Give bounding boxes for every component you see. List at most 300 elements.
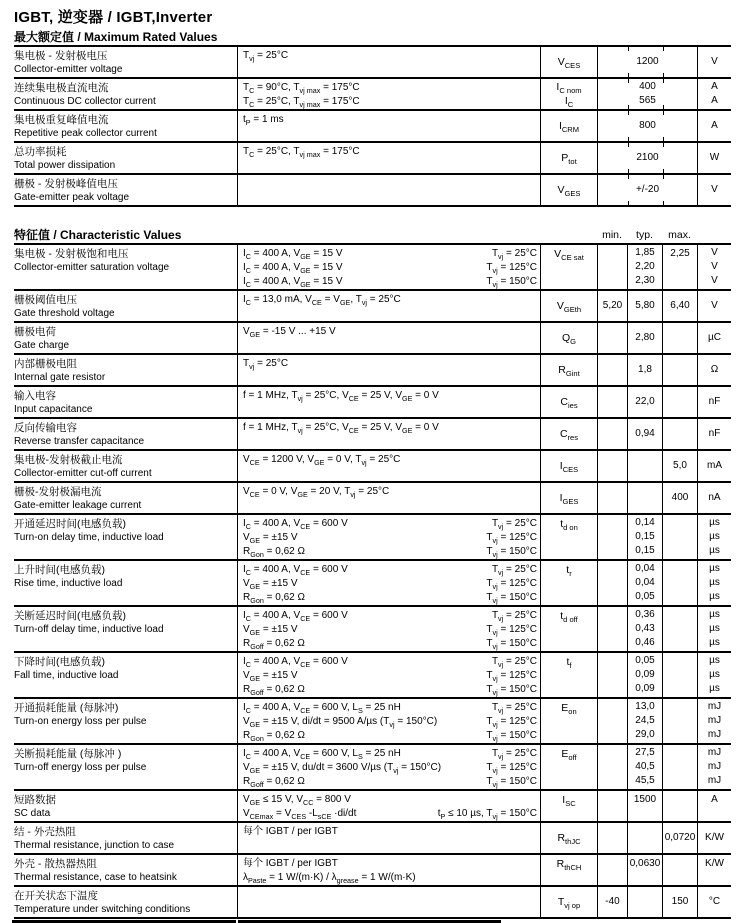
condition-line xyxy=(243,747,537,761)
cell-value xyxy=(597,47,697,77)
column-tick xyxy=(663,111,664,115)
condition-line xyxy=(243,701,537,715)
cell-min xyxy=(597,291,627,321)
cell-max xyxy=(662,823,697,853)
value-line: 2100 xyxy=(636,152,659,163)
cell-symbol xyxy=(540,699,597,743)
condition-text: $I_C = 400$ A, $V_{CE} = 600$ V, $L_S = 25$ nH xyxy=(243,748,401,761)
cell-max xyxy=(662,323,697,353)
condition-text: $I_C = 400$ A, $V_{GE} = 15$ V xyxy=(243,248,343,261)
table-row xyxy=(14,355,731,387)
condition-text: $I_C = 13,0$ mA, $V_{CE} = V_{GE}$, $T_{vj} = 25^\circ C$ xyxy=(243,294,401,307)
cell-parameter-name xyxy=(14,245,237,289)
cell-unit xyxy=(697,79,731,109)
column-tick xyxy=(628,201,629,205)
table-row xyxy=(14,561,731,607)
cell-value xyxy=(597,79,697,109)
parameter-name-zh: 短路数据 xyxy=(14,794,56,806)
cell-unit xyxy=(697,111,731,141)
value-line: µs xyxy=(709,669,720,680)
parameter-name-zh: 总功率损耗 xyxy=(14,146,67,158)
table-row xyxy=(14,419,731,451)
value-line: µs xyxy=(709,683,720,694)
condition-temperature: $T_{vj} = 150^\circ C$ xyxy=(486,638,537,651)
condition-text: f = 1 MHz, $T_{vj} = 25^\circ C$, $V_{CE} = 25$ V, $V_{GE} = 0$ V xyxy=(243,390,439,403)
condition-line xyxy=(243,421,537,435)
value-line: $t_{d on}$ xyxy=(560,518,578,533)
value-line: 2,30 xyxy=(635,275,655,286)
value-line: mJ xyxy=(707,775,722,786)
parameter-name-en: Collector-emitter cut-off current xyxy=(14,468,152,479)
parameter-name-en: Turn-on energy loss per pulse xyxy=(14,716,147,727)
value-line: K/W xyxy=(705,858,724,869)
parameter-name-zh: 栅极 - 发射极峰值电压 xyxy=(14,178,118,190)
parameter-name-en: SC data xyxy=(14,808,51,819)
cell-typ xyxy=(627,483,662,513)
cell-symbol xyxy=(540,451,597,481)
table-row xyxy=(14,855,731,887)
cell-min xyxy=(597,355,627,385)
value-line: 0,09 xyxy=(635,683,655,694)
value-line: 5,0 xyxy=(673,460,687,471)
cell-unit xyxy=(697,855,731,885)
cell-max xyxy=(662,855,697,885)
condition-text: $\lambda_{Paste} = 1$ $W/(m\cdot K) / \lambda_{grease} = 1$ W/(m·K) xyxy=(243,872,416,885)
value-line: 0,05 xyxy=(635,591,655,602)
value-line: µs xyxy=(709,531,720,542)
condition-text: $R_{Goff} = 0,62$ Ω xyxy=(243,638,305,651)
cell-conditions xyxy=(237,143,540,173)
table-row xyxy=(14,699,731,745)
condition-temperature: $T_{vj} = 25^\circ C$ xyxy=(491,564,537,577)
parameter-name-zh: 关断延迟时间(电感负载) xyxy=(14,610,126,622)
table-row xyxy=(14,323,731,355)
condition-text: $T_{vj} = 25^\circ C$ xyxy=(243,50,289,63)
cell-min xyxy=(597,323,627,353)
table-row xyxy=(14,291,731,323)
parameter-name-en: Repetitive peak collector current xyxy=(14,128,157,139)
condition-temperature: $T_{vj} = 125^\circ C$ xyxy=(486,670,537,683)
condition-text: $I_C = 400$ A, $V_{CE} = 600$ V, $L_S = 25$ nH xyxy=(243,702,401,715)
cell-conditions xyxy=(237,823,540,853)
condition-text: $t_P = 1$ ms xyxy=(243,114,284,127)
value-line: $I_{GES}$ xyxy=(559,492,579,507)
cell-min xyxy=(597,387,627,417)
cell-symbol xyxy=(540,111,597,141)
value-line: 27,5 xyxy=(635,747,655,758)
condition-line xyxy=(243,389,537,403)
condition-text: $I_C = 400$ A, $V_{CE} = 600$ V xyxy=(243,518,348,531)
parameter-name-zh: 集电极 - 发射极饱和电压 xyxy=(14,248,129,260)
value-line: µs xyxy=(709,517,720,528)
cell-unit xyxy=(697,561,731,605)
column-tick xyxy=(663,105,664,109)
condition-temperature: $T_{vj} = 125^\circ C$ xyxy=(486,762,537,775)
cell-conditions xyxy=(237,175,540,205)
cell-unit xyxy=(697,387,731,417)
condition-line xyxy=(243,683,537,697)
table-row xyxy=(14,887,731,919)
condition-temperature: $T_{vj} = 25^\circ C$ xyxy=(491,518,537,531)
column-tick xyxy=(628,137,629,141)
table-row xyxy=(14,791,731,823)
condition-line xyxy=(243,113,537,127)
cell-unit xyxy=(697,823,731,853)
condition-text: $T_C = 25^\circ C$, $T_{vj max} = 175^\circ C$ xyxy=(243,146,360,159)
value-line: 1500 xyxy=(633,794,657,805)
table-row xyxy=(14,47,731,79)
cell-conditions xyxy=(237,699,540,743)
value-line: $t_f$ xyxy=(566,656,572,671)
value-line: $E_{off}$ xyxy=(561,748,577,763)
cell-min xyxy=(597,699,627,743)
cell-conditions xyxy=(237,111,540,141)
cell-min xyxy=(597,607,627,651)
cell-symbol xyxy=(540,855,597,885)
value-line: 400 xyxy=(639,81,656,92)
cell-value xyxy=(597,143,697,173)
condition-text: $V_{GE} = \pm 15$ V, di/dt = 9500 A/µs $(T_{vj} = 150^\circ C)$ xyxy=(243,716,438,729)
condition-temperature: $t_P \le 10$ µs, $T_{vj} = 150^\circ C$ xyxy=(437,808,537,821)
max-rated-heading xyxy=(14,30,731,47)
condition-line xyxy=(243,655,537,669)
cell-unit xyxy=(697,699,731,743)
condition-line xyxy=(243,453,537,467)
condition-line xyxy=(243,577,537,591)
value-line: $I_{SC}$ xyxy=(562,794,576,809)
value-line: V xyxy=(711,56,718,67)
value-line: $I_{CES}$ xyxy=(559,460,579,475)
cell-parameter-name xyxy=(14,483,237,513)
value-line: mJ xyxy=(707,761,722,772)
cell-value xyxy=(597,175,697,205)
parameter-name-en: Fall time, inductive load xyxy=(14,670,119,681)
value-line: mJ xyxy=(707,715,722,726)
parameter-name-en: Reverse transfer capacitance xyxy=(14,436,145,447)
cell-conditions xyxy=(237,483,540,513)
value-line: µs xyxy=(709,623,720,634)
value-line: 0,46 xyxy=(635,637,655,648)
cell-parameter-name xyxy=(14,791,237,821)
cell-parameter-name xyxy=(14,47,237,77)
parameter-name-en: Collector-emitter saturation voltage xyxy=(14,262,170,273)
cell-conditions xyxy=(237,653,540,697)
value-line: nF xyxy=(708,428,721,439)
value-line: µs xyxy=(709,577,720,588)
parameter-name-zh: 外壳 - 散热器热阻 xyxy=(14,858,97,870)
value-line: µC xyxy=(708,332,721,343)
cell-symbol xyxy=(540,823,597,853)
cell-conditions xyxy=(237,515,540,559)
table-row xyxy=(14,607,731,653)
value-line: 13,0 xyxy=(635,701,655,712)
cell-max xyxy=(662,355,697,385)
cell-conditions xyxy=(237,855,540,885)
condition-temperature: $T_{vj} = 125^\circ C$ xyxy=(486,716,537,729)
cell-conditions xyxy=(237,387,540,417)
condition-line xyxy=(243,517,537,531)
section-gap xyxy=(14,207,731,228)
parameter-name-zh: 内部栅极电阻 xyxy=(14,358,77,370)
cell-parameter-name xyxy=(14,387,237,417)
value-line: 5,80 xyxy=(635,300,655,311)
condition-line xyxy=(243,807,537,821)
cell-parameter-name xyxy=(14,355,237,385)
column-tick xyxy=(663,79,664,83)
cell-typ xyxy=(627,451,662,481)
column-tick xyxy=(628,47,629,51)
cell-parameter-name xyxy=(14,607,237,651)
cell-typ xyxy=(627,561,662,605)
value-line: µs xyxy=(709,637,720,648)
parameter-name-en: Gate charge xyxy=(14,340,70,351)
parameter-name-zh: 连续集电极直流电流 xyxy=(14,82,109,94)
table-row xyxy=(14,245,731,291)
condition-text: $I_C = 400$ A, $V_{GE} = 15$ V xyxy=(243,276,343,289)
cell-unit xyxy=(697,291,731,321)
condition-temperature: $T_{vj} = 25^\circ C$ xyxy=(491,248,537,261)
condition-text: $I_C = 400$ A, $V_{CE} = 600$ V xyxy=(243,656,348,669)
condition-text: $V_{CE} = 0$ V, $V_{GE} = 20$ V, $T_{vj} = 25^\circ C$ xyxy=(243,486,390,499)
cell-unit xyxy=(697,887,731,917)
table-row xyxy=(14,483,731,515)
parameter-name-en: Thermal resistance, junction to case xyxy=(14,840,175,851)
cell-min xyxy=(597,515,627,559)
value-line: $I_C$ xyxy=(564,95,574,109)
value-line: A xyxy=(711,794,718,805)
value-line: µs xyxy=(709,655,720,666)
column-tick xyxy=(628,143,629,147)
column-tick xyxy=(628,73,629,77)
condition-line xyxy=(243,81,537,95)
condition-temperature: $T_{vj} = 125^\circ C$ xyxy=(486,532,537,545)
value-line: 2,20 xyxy=(635,261,655,272)
value-line: V xyxy=(711,261,718,272)
cell-min xyxy=(597,561,627,605)
condition-line xyxy=(243,247,537,261)
cell-max xyxy=(662,791,697,821)
condition-temperature: $T_{vj} = 125^\circ C$ xyxy=(486,624,537,637)
value-line: mJ xyxy=(707,729,722,740)
value-line: 150 xyxy=(671,896,689,907)
cell-min xyxy=(597,653,627,697)
table-row xyxy=(14,387,731,419)
condition-text: $V_{GE} = \pm 15$ V xyxy=(243,670,298,683)
col-label-typ: typ. xyxy=(636,229,653,241)
value-line: 0,43 xyxy=(635,623,655,634)
max-rated-table xyxy=(14,47,731,207)
condition-line xyxy=(243,145,537,159)
condition-line xyxy=(243,261,537,275)
cell-parameter-name xyxy=(14,887,237,917)
value-line: 0,15 xyxy=(635,531,655,542)
cell-parameter-name xyxy=(14,323,237,353)
cell-unit xyxy=(697,143,731,173)
cell-value xyxy=(597,111,697,141)
value-line: µs xyxy=(709,563,720,574)
condition-line xyxy=(243,275,537,289)
value-line: 1,8 xyxy=(638,364,652,375)
value-line: $V_{CE sat}$ xyxy=(554,248,584,263)
cell-conditions xyxy=(237,355,540,385)
cell-min xyxy=(597,887,627,917)
cell-min xyxy=(597,451,627,481)
value-line: $R_{Gint}$ xyxy=(558,364,580,379)
cell-typ xyxy=(627,515,662,559)
cell-parameter-name xyxy=(14,111,237,141)
condition-temperature: $T_{vj} = 25^\circ C$ xyxy=(491,610,537,623)
value-line: 0,36 xyxy=(635,609,655,620)
table-row xyxy=(14,175,731,207)
value-line: Ω xyxy=(710,364,719,375)
table-row xyxy=(14,823,731,855)
parameter-name-en: Total power dissipation xyxy=(14,160,116,171)
cell-conditions xyxy=(237,451,540,481)
condition-line xyxy=(243,49,537,63)
cell-conditions xyxy=(237,47,540,77)
column-tick xyxy=(663,47,664,51)
cell-max xyxy=(662,387,697,417)
cell-parameter-name xyxy=(14,561,237,605)
parameter-name-zh: 在开关状态下温度 xyxy=(14,890,98,902)
col-label-max: max. xyxy=(668,229,691,241)
condition-line xyxy=(243,761,537,775)
cell-max xyxy=(662,653,697,697)
cell-parameter-name xyxy=(14,143,237,173)
cell-conditions xyxy=(237,245,540,289)
condition-line xyxy=(243,793,537,807)
parameter-name-en: Gate threshold voltage xyxy=(14,308,115,319)
condition-temperature: $T_{vj} = 150^\circ C$ xyxy=(486,730,537,743)
value-line: V xyxy=(711,184,718,195)
value-line: $C_{ies}$ xyxy=(560,396,578,411)
table-row xyxy=(14,451,731,483)
parameter-name-en: Rise time, inductive load xyxy=(14,578,123,589)
value-line: $P_{tot}$ xyxy=(561,152,577,167)
condition-text: 每个 IGBT / per IGBT xyxy=(243,858,338,869)
column-tick xyxy=(663,143,664,147)
cell-typ xyxy=(627,653,662,697)
cell-parameter-name xyxy=(14,653,237,697)
cell-unit xyxy=(697,745,731,789)
parameter-name-en: Continuous DC collector current xyxy=(14,96,156,107)
value-line: $t_{d off}$ xyxy=(560,610,578,625)
parameter-name-en: Gate-emitter peak voltage xyxy=(14,192,130,203)
value-line: 1,85 xyxy=(635,247,655,258)
value-line: nF xyxy=(708,396,721,407)
value-line: 0,94 xyxy=(635,428,655,439)
min-typ-max-labels xyxy=(597,229,697,242)
column-tick xyxy=(663,73,664,77)
cell-conditions xyxy=(237,419,540,449)
cell-symbol xyxy=(540,791,597,821)
value-line: A xyxy=(711,95,718,106)
condition-text: $V_{GE} = -15$ V ... +15 V xyxy=(243,326,336,339)
condition-line xyxy=(243,545,537,559)
condition-temperature: $T_{vj} = 150^\circ C$ xyxy=(486,546,537,559)
condition-text: $V_{GE} \le 15$ V, $V_{CC} = 800$ V xyxy=(243,794,351,807)
parameter-name-en: Turn-off delay time, inductive load xyxy=(14,624,164,635)
condition-temperature: $T_{vj} = 125^\circ C$ xyxy=(486,262,537,275)
value-line: V xyxy=(711,247,718,258)
value-line: 22,0 xyxy=(635,396,655,407)
value-line: A xyxy=(711,120,718,131)
value-line: $t_r$ xyxy=(566,564,572,579)
cell-parameter-name xyxy=(14,419,237,449)
value-line: 6,40 xyxy=(670,300,690,311)
parameter-name-en: Collector-emitter voltage xyxy=(14,64,123,75)
condition-text: $R_{Gon} = 0,62$ Ω xyxy=(243,592,305,605)
table-row xyxy=(14,143,731,175)
condition-line xyxy=(243,857,537,871)
parameter-name-zh: 集电极重复峰值电流 xyxy=(14,114,109,126)
cell-symbol xyxy=(540,245,597,289)
col-label-min: min. xyxy=(602,229,622,241)
cell-symbol xyxy=(540,561,597,605)
table-row xyxy=(14,653,731,699)
condition-text: $T_C = 90^\circ C$, $T_{vj max} = 175^\circ C$ xyxy=(243,82,360,95)
column-tick xyxy=(628,105,629,109)
condition-line xyxy=(243,609,537,623)
condition-text: $R_{Goff} = 0,62$ Ω xyxy=(243,684,305,697)
cell-max xyxy=(662,245,697,289)
parameter-name-zh: 结 - 外壳热阻 xyxy=(14,826,76,838)
cell-symbol xyxy=(540,387,597,417)
condition-line xyxy=(243,623,537,637)
condition-text: $V_{GE} = \pm 15$ V xyxy=(243,578,298,591)
cell-symbol xyxy=(540,887,597,917)
condition-line xyxy=(243,715,537,729)
parameter-name-zh: 下降时间(电感负载) xyxy=(14,656,105,668)
parameter-name-en: Turn-off energy loss per pulse xyxy=(14,762,147,773)
parameter-name-zh: 栅极阈值电压 xyxy=(14,294,77,306)
cell-parameter-name xyxy=(14,745,237,789)
cell-unit xyxy=(697,607,731,651)
table-row xyxy=(14,79,731,111)
parameter-name-en: Turn-on delay time, inductive load xyxy=(14,532,164,543)
condition-line xyxy=(243,825,537,839)
value-line: 1200 xyxy=(636,56,659,67)
column-tick xyxy=(628,169,629,173)
condition-text: $V_{GE} = \pm 15$ V, du/dt = 3600 V/µs $(T_{vj} = 150^\circ C)$ xyxy=(243,762,442,775)
value-line: 0,04 xyxy=(635,577,655,588)
value-line: $C_{res}$ xyxy=(559,428,579,443)
value-line: 565 xyxy=(639,95,656,106)
column-tick xyxy=(663,137,664,141)
condition-line xyxy=(243,637,537,651)
condition-text: 每个 IGBT / per IGBT xyxy=(243,826,338,837)
cell-max xyxy=(662,607,697,651)
condition-text: $T_C = 25^\circ C$, $T_{vj max} = 175^\circ C$ xyxy=(243,96,360,109)
cell-symbol xyxy=(540,653,597,697)
value-line: $E_{on}$ xyxy=(561,702,577,717)
condition-line xyxy=(243,325,537,339)
cell-symbol xyxy=(540,355,597,385)
cell-parameter-name xyxy=(14,79,237,109)
cell-min xyxy=(597,855,627,885)
value-line: 40,5 xyxy=(635,761,655,772)
value-line: °C xyxy=(708,896,721,907)
cell-symbol xyxy=(540,607,597,651)
cell-typ xyxy=(627,791,662,821)
cell-symbol xyxy=(540,483,597,513)
column-tick xyxy=(628,111,629,115)
parameter-name-en: Gate-emitter leakage current xyxy=(14,500,142,511)
value-line: 0,0720 xyxy=(664,832,696,843)
cell-max xyxy=(662,887,697,917)
cell-conditions xyxy=(237,887,540,917)
cell-typ xyxy=(627,887,662,917)
